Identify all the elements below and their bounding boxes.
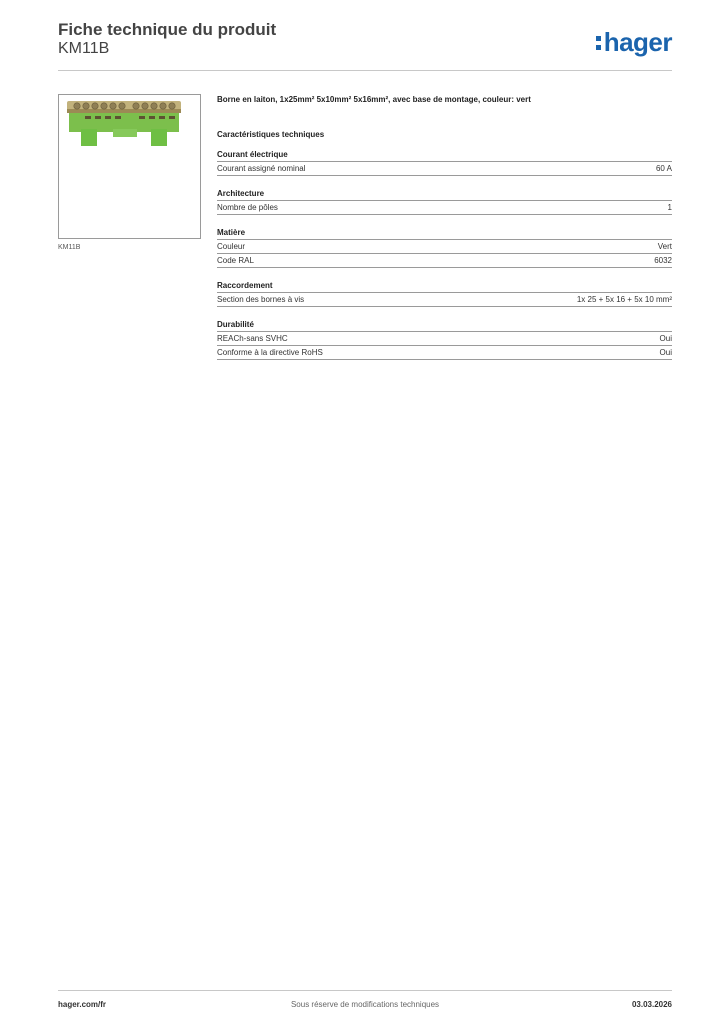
footer-website-link[interactable]: hager.com/fr <box>58 1000 107 1009</box>
page-header <box>58 20 672 71</box>
specs-heading: Caractéristiques techniques <box>217 130 325 139</box>
spec-group-title: Matière <box>217 228 672 240</box>
spec-value: Oui <box>659 334 672 343</box>
mounting-foot-left <box>81 129 97 146</box>
spec-row <box>217 293 672 307</box>
product-description: Borne en laiton, 1x25mm² 5x10mm² 5x16mm², avec base de montage, couleur: vert <box>217 95 531 104</box>
spec-value: 60 A <box>655 164 672 173</box>
logo-colon-mark <box>596 34 602 52</box>
spec-group-architecture <box>217 189 672 215</box>
spec-value: Oui <box>659 348 672 357</box>
spec-group-title: Durabilité <box>217 320 672 332</box>
spec-group-title: Architecture <box>217 189 672 201</box>
spec-group-title: Courant électrique <box>217 150 672 162</box>
spec-label: Nombre de pôles <box>217 203 278 212</box>
spec-label: Code RAL <box>217 256 254 265</box>
spec-row <box>217 254 672 268</box>
mounting-foot-right <box>151 129 167 146</box>
spec-group-matiere <box>217 228 672 268</box>
terminal-block-photo <box>59 95 200 238</box>
spec-label: REACh-sans SVHC <box>217 334 288 343</box>
spec-label: Section des bornes à vis <box>217 295 305 304</box>
spec-row <box>217 332 672 346</box>
spec-content <box>217 94 672 360</box>
spec-value: Vert <box>657 242 672 251</box>
spec-group-courant <box>217 150 672 176</box>
spec-row <box>217 346 672 360</box>
spec-label: Conforme à la directive RoHS <box>217 348 323 357</box>
image-caption: KM11B <box>58 244 81 251</box>
spec-label: Couleur <box>217 242 246 251</box>
hager-logo <box>596 28 672 56</box>
spec-row <box>217 201 672 215</box>
spec-row <box>217 240 672 254</box>
spec-group-durabilite <box>217 320 672 360</box>
product-image-frame <box>58 94 201 239</box>
page-footer <box>58 990 672 1011</box>
spec-label: Courant assigné nominal <box>217 164 306 173</box>
spec-value: 1x 25 + 5x 16 + 5x 10 mm² <box>576 295 672 304</box>
spec-group-title: Raccordement <box>217 281 672 293</box>
spec-group-raccordement <box>217 281 672 307</box>
spec-value: 1 <box>667 203 672 212</box>
product-reference: KM11B <box>58 40 110 57</box>
logo-wordmark: hager <box>603 27 672 57</box>
spec-value: 6032 <box>654 256 672 265</box>
footer-notice: Sous réserve de modifications techniques <box>290 1000 440 1009</box>
page-title: Fiche technique du produit <box>58 20 277 39</box>
footer-date: 03.03.2026 <box>631 1000 672 1009</box>
spec-row <box>217 162 672 176</box>
